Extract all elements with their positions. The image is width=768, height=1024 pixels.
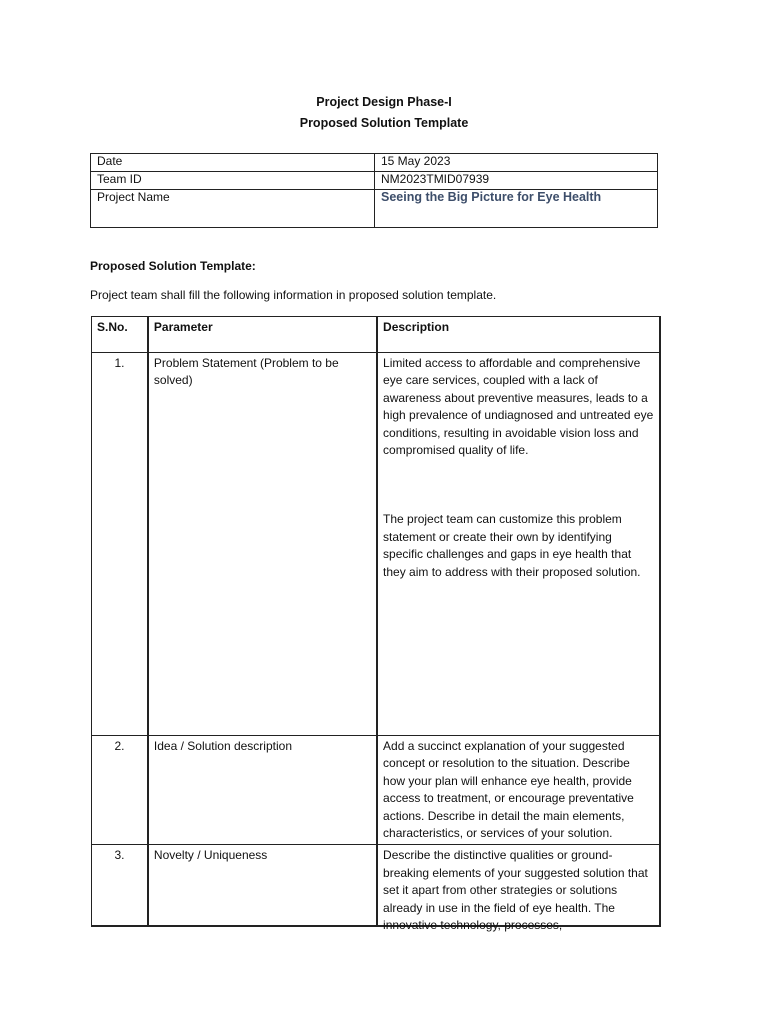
description-clip: Describe the distinctive qualities or ground-breaking elements of your suggested solution that set it apart from other strategies or solutions already in use in the field of eye health. The innovative technology, processes, <box>383 848 648 933</box>
table-row <box>92 845 661 927</box>
header-sno: S.No. <box>92 317 148 353</box>
row-sno: 2. <box>92 736 148 845</box>
info-key: Date <box>91 154 375 172</box>
info-row-project-name <box>91 190 658 228</box>
row-parameter: Idea / Solution description <box>148 736 377 845</box>
row-sno: 3. <box>92 845 148 927</box>
header-description: Description <box>377 317 660 353</box>
table-row <box>92 353 661 736</box>
paragraph-gap <box>383 459 654 511</box>
info-row-team-id <box>91 172 658 190</box>
header-parameter: Parameter <box>148 317 377 353</box>
project-name: Seeing the Big Picture for Eye Health <box>381 190 602 204</box>
proposed-solution-table <box>91 316 661 933</box>
info-value <box>375 190 658 228</box>
project-info-table <box>90 153 658 228</box>
table-header-row <box>92 317 661 353</box>
info-key: Project Name <box>91 190 375 228</box>
description-paragraph: Limited access to affordable and comprehensive eye care services, coupled with a lack of awareness about preventive measures, leads to a high prevalence of undiagnosed and untreated eye conditions, resulting in avoidable vision loss and compromised quality of life. <box>383 356 654 458</box>
page-title: Project Design Phase-I <box>316 95 452 109</box>
page-subtitle: Proposed Solution Template <box>299 116 469 130</box>
section-heading: Proposed Solution Template: <box>90 259 256 273</box>
row-description <box>377 353 660 736</box>
table-row <box>92 736 661 845</box>
row-description <box>377 845 660 933</box>
info-key: Team ID <box>91 172 375 190</box>
row-parameter: Novelty / Uniqueness <box>148 845 377 927</box>
row-sno: 1. <box>92 353 148 736</box>
row-description: Add a succinct explanation of your suggested concept or resolution to the situation. Describe how your plan will enhance eye health, provide access to treatment, or encourage preventative actions. Describe in detail the main elements, characteristics, or services of your solution. <box>377 736 660 845</box>
row-parameter: Problem Statement (Problem to be solved) <box>148 353 377 736</box>
section-intro: Project team shall fill the following information in proposed solution template. <box>90 288 497 302</box>
description-paragraph: The project team can customize this problem statement or create their own by identifying specific challenges and gaps in eye health that they aim to address with their proposed solution. <box>383 512 641 579</box>
info-row-date <box>91 154 658 172</box>
info-value: NM2023TMID07939 <box>375 172 658 190</box>
info-value: 15 May 2023 <box>375 154 658 172</box>
